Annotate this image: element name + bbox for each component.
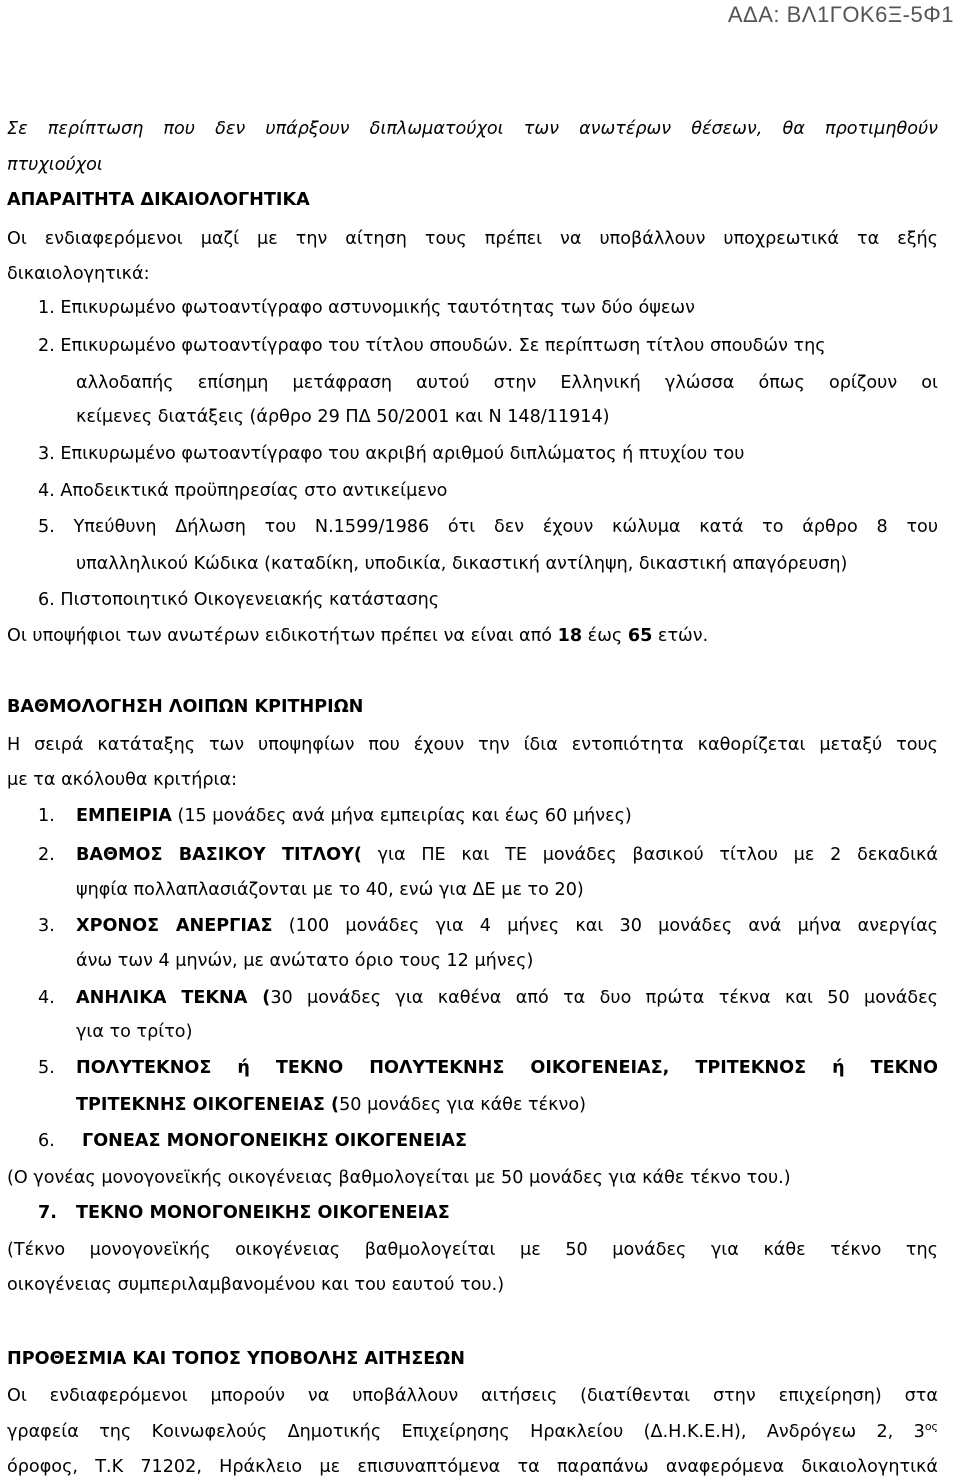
address-text: γραφεία της Κοινωφελούς Δημοτικής Επιχείρησης Ηρακλείου (Δ.Η.Κ.Ε.Η), Ανδρόγεω 2, 3 xyxy=(7,1422,925,1442)
paragraph-line: Οι ενδιαφερόμενοι μαζί με την αίτηση τους πρέπει να υποβάλλουν υποχρεωτικά τα εξής xyxy=(7,229,938,249)
deadline-heading: ΠΡΟΘΕΣΜΙΑ ΚΑΙ ΤΟΠΟΣ ΥΠΟΒΟΛΗΣ ΑΙΤΗΣΕΩΝ xyxy=(7,1349,465,1369)
doc-list-item-continuation: κείμενες διατάξεις (άρθρο 29 ΠΔ 50/2001 και Ν 148/11914) xyxy=(76,407,610,427)
doc-list-item-continuation: αλλοδαπής επίσημη μετάφραση αυτού στην Ελληνική γλώσσα όπως ορίζουν οι xyxy=(76,373,938,393)
criterion-title: ΧΡΟΝΟΣ ΑΝΕΡΓΙΑΣ xyxy=(76,916,273,936)
floor-ordinal: ος xyxy=(924,1420,938,1434)
criterion-number: 6. xyxy=(38,1131,55,1151)
doc-list-item: 4. Αποδεικτικά προϋπηρεσίας στο αντικείμενο xyxy=(38,481,448,501)
paragraph-line xyxy=(7,1420,938,1444)
criterion-number: 2. xyxy=(38,845,55,865)
criterion-text: 30 μονάδες για καθένα από τα δυο πρώτα τέκνα και 50 μονάδες xyxy=(270,988,938,1008)
criterion-title: ΤΡΙΤΕΚΝΗΣ ΟΙΚΟΓΕΝΕΙΑΣ ( xyxy=(76,1095,340,1115)
criterion-continuation xyxy=(76,1093,938,1117)
age-text: Οι υποψήφιοι των ανωτέρων ειδικοτήτων πρέπει να είναι από xyxy=(7,626,558,646)
criterion-title: ΓΟΝΕΑΣ ΜΟΝΟΓΟΝΕΙΚΗΣ ΟΙΚΟΓΕΝΕΙΑΣ xyxy=(82,1131,468,1151)
criterion-title: ΤΕΚΝΟ ΜΟΝΟΓΟΝΕΙΚΗΣ ΟΙΚΟΓΕΝΕΙΑΣ xyxy=(76,1203,450,1223)
required-docs-heading: ΑΠΑΡΑΙΤΗΤΑ ΔΙΚΑΙΟΛΟΓΗΤΙΚΑ xyxy=(7,190,310,210)
doc-list-item-continuation: υπαλληλικού Κώδικα (καταδίκη, υποδικία, δικαστική αντίληψη, δικαστική απαγόρευση) xyxy=(76,554,848,574)
intro-line: πτυχιούχοι xyxy=(7,155,103,175)
doc-list-item: 3. Επικυρωμένο φωτοαντίγραφο του ακριβή αριθμού διπλώματος ή πτυχίου του xyxy=(38,444,745,464)
criterion-item xyxy=(38,1129,938,1153)
criterion-title: ΑΝΗΛΙΚΑ ΤΕΚΝΑ ( xyxy=(76,988,271,1008)
criterion-title: ΠΟΛΥΤΕΚΝΟΣ ή ΤΕΚΝΟ ΠΟΛΥΤΕΚΝΗΣ ΟΙΚΟΓΕΝΕΙΑΣ, ΤΡΙΤΕΚΝΟΣ ή ΤΕΚΝΟ xyxy=(76,1058,938,1078)
criterion-note: (Ο γονέας μονογονεϊκής οικογένειας βαθμολογείται με 50 μονάδες για κάθε τέκνο του.) xyxy=(7,1168,791,1188)
criterion-text: για ΠΕ και ΤΕ μονάδες βασικού τίτλου με 2 δεκαδικά xyxy=(361,845,938,865)
criterion-continuation: άνω των 4 μηνών, με ανώτατο όριο τους 12 μήνες) xyxy=(76,951,534,971)
criterion-item xyxy=(38,843,938,867)
scoring-heading: ΒΑΘΜΟΛΟΓΗΣΗ ΛΟΙΠΩΝ ΚΡΙΤΗΡΙΩΝ xyxy=(7,697,364,717)
ada-code: ΑΔΑ: ΒΛ1ΓΟΚ6Ξ-5Φ1 xyxy=(727,2,954,27)
paragraph-line: δικαιολογητικά: xyxy=(7,264,150,284)
criterion-number: 3. xyxy=(38,916,55,936)
criterion-number: 7. xyxy=(38,1203,57,1223)
criterion-continuation: ψηφία πολλαπλασιάζονται με το 40, ενώ για ΔΕ με το 20) xyxy=(76,880,584,900)
criterion-number: 5. xyxy=(38,1058,55,1078)
criterion-text: (15 μονάδες ανά μήνα εμπειρίας και έως 60 μήνες) xyxy=(171,806,632,826)
criterion-note: (Τέκνο μονογονεϊκής οικογένειας βαθμολογείται με 50 μονάδες για κάθε τέκνο της xyxy=(7,1240,938,1260)
criterion-item xyxy=(38,914,938,938)
doc-list-item: 6. Πιστοποιητικό Οικογενειακής κατάστασης xyxy=(38,590,440,610)
age-max: 65 xyxy=(627,626,653,646)
criterion-continuation: για το τρίτο) xyxy=(76,1022,193,1042)
paragraph-line: Οι ενδιαφερόμενοι μπορούν να υποβάλλουν αιτήσεις (διατίθενται στην επιχείρηση) στα xyxy=(7,1386,938,1406)
criterion-text: (100 μονάδες για 4 μήνες και 30 μονάδες ανά μήνα ανεργίας xyxy=(272,916,938,936)
paragraph-line: Η σειρά κατάταξης των υποψηφίων που έχουν την ίδια εντοπιότητα καθορίζεται μεταξύ τους xyxy=(7,735,938,755)
criterion-item xyxy=(38,1201,938,1225)
doc-list-item: 5. Υπεύθυνη Δήλωση του Ν.1599/1986 ότι δεν έχουν κώλυμα κατά το άρθρο 8 του xyxy=(38,517,938,537)
criterion-title: ΒΑΘΜΟΣ ΒΑΣΙΚΟΥ ΤΙΤΛΟΥ( xyxy=(76,845,362,865)
paragraph-line: όροφος, Τ.Κ 71202, Ηράκλειο με επισυναπτόμενα τα παραπάνω αναφερόμενα δικαιολογητικά xyxy=(7,1457,938,1477)
age-text: ετών. xyxy=(652,626,709,646)
paragraph-line: με τα ακόλουθα κριτήρια: xyxy=(7,770,237,790)
age-requirement xyxy=(7,624,938,648)
age-text: έως xyxy=(582,626,628,646)
criterion-item xyxy=(38,986,938,1010)
criterion-number: 4. xyxy=(38,988,55,1008)
criterion-note: οικογένειας συμπεριλαμβανομένου και του εαυτού του.) xyxy=(7,1275,505,1295)
doc-list-item: 1. Επικυρωμένο φωτοαντίγραφο αστυνομικής ταυτότητας των δύο όψεων xyxy=(38,298,695,318)
criterion-item xyxy=(38,804,938,828)
criterion-item xyxy=(38,1056,938,1080)
criterion-number: 1. xyxy=(38,806,55,826)
intro-line: Σε περίπτωση που δεν υπάρξουν διπλωματούχοι των ανωτέρων θέσεων, θα προτιμηθούν xyxy=(7,119,938,139)
criterion-title: ΕΜΠΕΙΡΙΑ xyxy=(76,806,172,826)
doc-list-item: 2. Επικυρωμένο φωτοαντίγραφο του τίτλου σπουδών. Σε περίπτωση τίτλου σπουδών της xyxy=(38,336,826,356)
age-min: 18 xyxy=(557,626,583,646)
criterion-text: 50 μονάδες για κάθε τέκνο) xyxy=(339,1095,586,1115)
